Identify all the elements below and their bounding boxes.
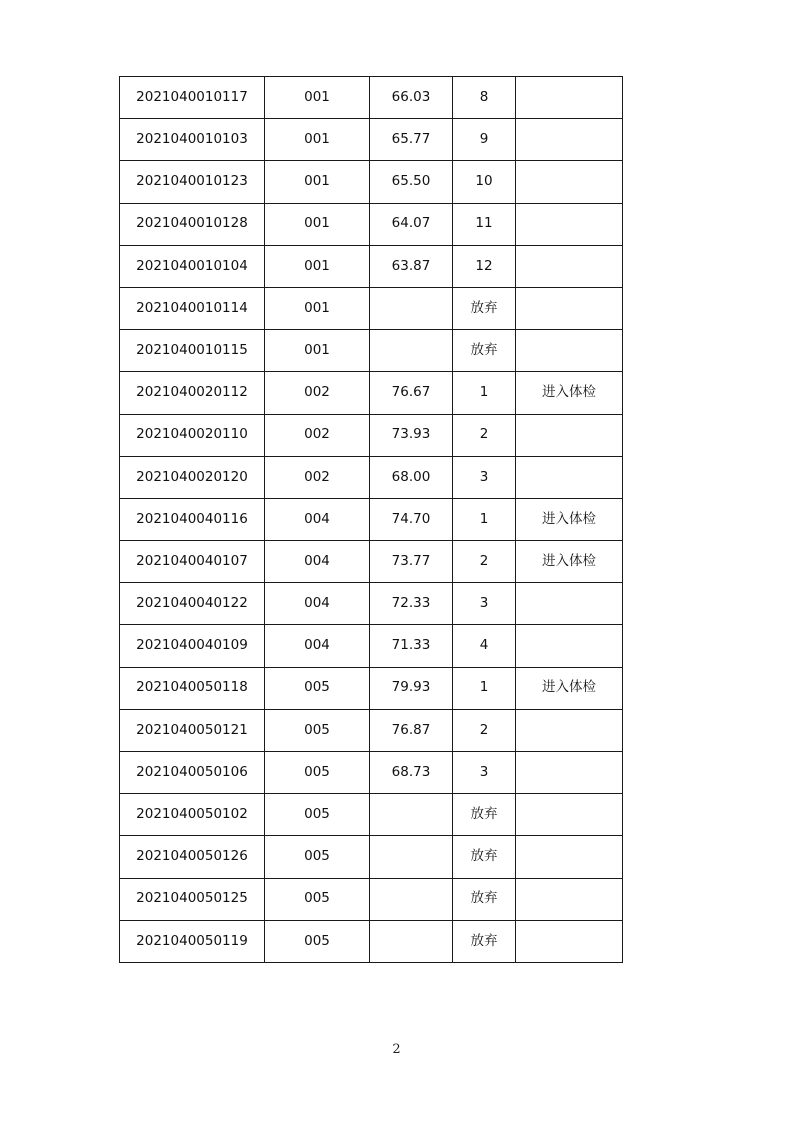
- note-cell: [516, 583, 623, 625]
- rank-cell: 放弃: [453, 330, 516, 372]
- position-code-cell: 004: [265, 498, 370, 540]
- score-cell: [370, 836, 453, 878]
- score-cell: 79.93: [370, 667, 453, 709]
- note-cell: [516, 161, 623, 203]
- candidate-id-cell: 2021040020120: [120, 456, 265, 498]
- results-table-body: [120, 77, 623, 963]
- candidate-id-cell: 2021040050121: [120, 709, 265, 751]
- score-cell: [370, 878, 453, 920]
- note-cell: 进入体检: [516, 372, 623, 414]
- note-cell: [516, 878, 623, 920]
- rank-cell: 1: [453, 498, 516, 540]
- score-cell: 71.33: [370, 625, 453, 667]
- table-row: [120, 203, 623, 245]
- candidate-id-cell: 2021040010128: [120, 203, 265, 245]
- note-cell: [516, 287, 623, 329]
- position-code-cell: 005: [265, 752, 370, 794]
- position-code-cell: 002: [265, 414, 370, 456]
- candidate-id-cell: 2021040050118: [120, 667, 265, 709]
- candidate-id-cell: 2021040050126: [120, 836, 265, 878]
- candidate-id-cell: 2021040010104: [120, 245, 265, 287]
- table-row: [120, 541, 623, 583]
- score-cell: 73.77: [370, 541, 453, 583]
- score-cell: 65.50: [370, 161, 453, 203]
- note-cell: [516, 203, 623, 245]
- position-code-cell: 002: [265, 372, 370, 414]
- position-code-cell: 001: [265, 330, 370, 372]
- table-row: [120, 836, 623, 878]
- rank-cell: 4: [453, 625, 516, 667]
- rank-cell: 放弃: [453, 836, 516, 878]
- rank-cell: 1: [453, 667, 516, 709]
- note-cell: [516, 836, 623, 878]
- position-code-cell: 005: [265, 709, 370, 751]
- note-cell: [516, 794, 623, 836]
- table-row: [120, 456, 623, 498]
- position-code-cell: 001: [265, 161, 370, 203]
- table-row: [120, 709, 623, 751]
- table-row: [120, 330, 623, 372]
- rank-cell: 3: [453, 456, 516, 498]
- position-code-cell: 004: [265, 625, 370, 667]
- note-cell: [516, 752, 623, 794]
- position-code-cell: 001: [265, 203, 370, 245]
- candidate-id-cell: 2021040010123: [120, 161, 265, 203]
- table-row: [120, 119, 623, 161]
- table-row: [120, 287, 623, 329]
- candidate-id-cell: 2021040010103: [120, 119, 265, 161]
- position-code-cell: 005: [265, 794, 370, 836]
- rank-cell: 放弃: [453, 920, 516, 962]
- note-cell: [516, 245, 623, 287]
- position-code-cell: 005: [265, 836, 370, 878]
- candidate-id-cell: 2021040010115: [120, 330, 265, 372]
- rank-cell: 9: [453, 119, 516, 161]
- score-cell: 76.87: [370, 709, 453, 751]
- candidate-id-cell: 2021040040122: [120, 583, 265, 625]
- candidate-id-cell: 2021040040116: [120, 498, 265, 540]
- candidate-id-cell: 2021040050125: [120, 878, 265, 920]
- rank-cell: 12: [453, 245, 516, 287]
- page-number: 2: [392, 1042, 401, 1057]
- candidate-id-cell: 2021040010117: [120, 77, 265, 119]
- table-row: [120, 372, 623, 414]
- rank-cell: 2: [453, 709, 516, 751]
- candidate-id-cell: 2021040050106: [120, 752, 265, 794]
- note-cell: [516, 456, 623, 498]
- rank-cell: 放弃: [453, 878, 516, 920]
- score-cell: 76.67: [370, 372, 453, 414]
- candidate-id-cell: 2021040020110: [120, 414, 265, 456]
- position-code-cell: 001: [265, 119, 370, 161]
- table-row: [120, 414, 623, 456]
- note-cell: [516, 330, 623, 372]
- table-row: [120, 625, 623, 667]
- score-cell: 73.93: [370, 414, 453, 456]
- score-cell: 64.07: [370, 203, 453, 245]
- table-row: [120, 878, 623, 920]
- rank-cell: 10: [453, 161, 516, 203]
- candidate-id-cell: 2021040020112: [120, 372, 265, 414]
- note-cell: [516, 119, 623, 161]
- candidate-id-cell: 2021040050102: [120, 794, 265, 836]
- score-cell: 72.33: [370, 583, 453, 625]
- table-row: [120, 752, 623, 794]
- score-cell: [370, 330, 453, 372]
- note-cell: [516, 77, 623, 119]
- note-cell: [516, 414, 623, 456]
- table-row: [120, 920, 623, 962]
- score-cell: 65.77: [370, 119, 453, 161]
- note-cell: [516, 709, 623, 751]
- position-code-cell: 001: [265, 77, 370, 119]
- table-row: [120, 77, 623, 119]
- table-row: [120, 794, 623, 836]
- note-cell: 进入体检: [516, 667, 623, 709]
- score-cell: [370, 920, 453, 962]
- note-cell: 进入体检: [516, 498, 623, 540]
- rank-cell: 8: [453, 77, 516, 119]
- candidate-id-cell: 2021040040107: [120, 541, 265, 583]
- score-cell: 63.87: [370, 245, 453, 287]
- note-cell: [516, 920, 623, 962]
- note-cell: 进入体检: [516, 541, 623, 583]
- score-cell: 68.00: [370, 456, 453, 498]
- position-code-cell: 002: [265, 456, 370, 498]
- table-row: [120, 583, 623, 625]
- table-row: [120, 498, 623, 540]
- position-code-cell: 001: [265, 245, 370, 287]
- table-row: [120, 667, 623, 709]
- results-table: [119, 76, 623, 963]
- rank-cell: 11: [453, 203, 516, 245]
- rank-cell: 2: [453, 414, 516, 456]
- score-cell: 68.73: [370, 752, 453, 794]
- candidate-id-cell: 2021040010114: [120, 287, 265, 329]
- rank-cell: 3: [453, 752, 516, 794]
- score-cell: 74.70: [370, 498, 453, 540]
- score-cell: [370, 287, 453, 329]
- position-code-cell: 001: [265, 287, 370, 329]
- rank-cell: 3: [453, 583, 516, 625]
- candidate-id-cell: 2021040050119: [120, 920, 265, 962]
- rank-cell: 2: [453, 541, 516, 583]
- position-code-cell: 004: [265, 541, 370, 583]
- rank-cell: 放弃: [453, 794, 516, 836]
- table-row: [120, 161, 623, 203]
- rank-cell: 1: [453, 372, 516, 414]
- candidate-id-cell: 2021040040109: [120, 625, 265, 667]
- table-row: [120, 245, 623, 287]
- score-cell: 66.03: [370, 77, 453, 119]
- position-code-cell: 005: [265, 920, 370, 962]
- position-code-cell: 005: [265, 878, 370, 920]
- position-code-cell: 004: [265, 583, 370, 625]
- position-code-cell: 005: [265, 667, 370, 709]
- rank-cell: 放弃: [453, 287, 516, 329]
- score-cell: [370, 794, 453, 836]
- note-cell: [516, 625, 623, 667]
